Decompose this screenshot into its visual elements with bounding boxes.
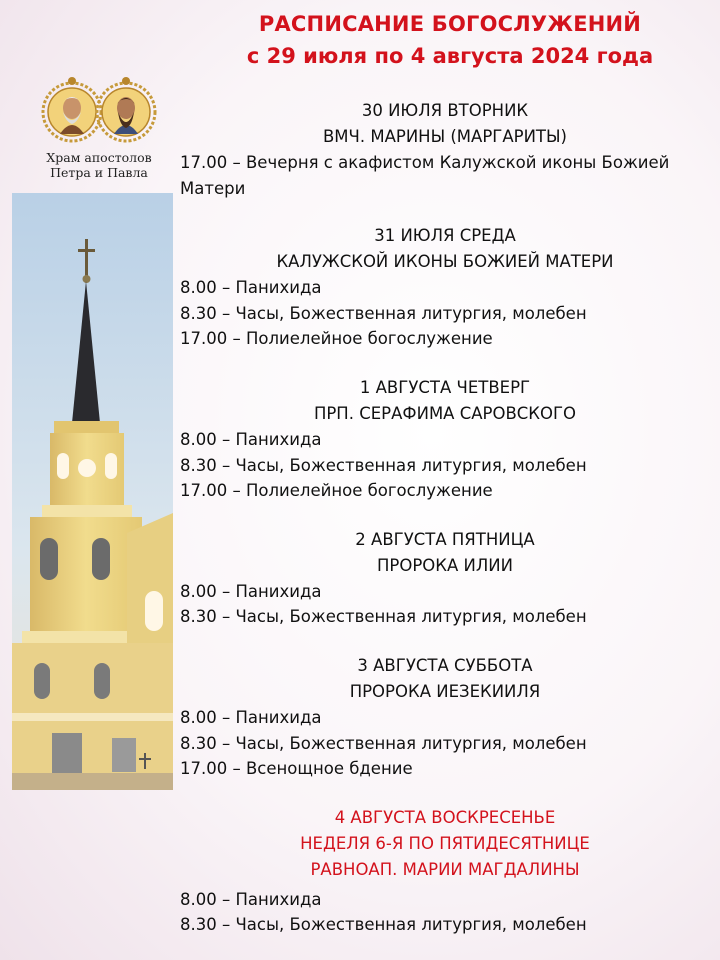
church-name: Храм апостолов Петра и Павла: [46, 150, 152, 180]
day-block: [180, 653, 710, 782]
service-item: 17.00 – Всенощное бдение: [180, 759, 413, 779]
day-heading: [180, 375, 710, 427]
church-bell-tower-photo: [12, 193, 173, 790]
day-block: [180, 527, 710, 630]
day-feast: ПРП. СЕРАФИМА САРОВСКОГО: [313, 403, 577, 423]
day-heading: [180, 98, 710, 150]
day-heading: [180, 223, 710, 275]
day-feast: ВМЧ. МАРИНЫ (МАРГАРИТЫ): [322, 127, 567, 146]
day-block: [180, 375, 710, 504]
service-item: 8.00 – Панихида: [180, 429, 322, 449]
day-heading: [180, 527, 710, 579]
day-heading: [180, 805, 710, 883]
bell-tower-icon: [12, 193, 173, 790]
day-block-sunday: [180, 805, 710, 938]
day-block: [180, 223, 710, 352]
schedule-title: РАСПИСАНИЕ БОГОСЛУЖЕНИЙ: [258, 12, 642, 36]
service-schedule: [180, 98, 710, 938]
service-item: 8.00 – Панихида: [180, 889, 322, 909]
service-item: 17.00 – Полиелейное богослужение: [180, 481, 493, 501]
service-item: 8.30 – Часы, Божественная литургия, молебен: [180, 455, 587, 475]
day-feast: НЕДЕЛЯ 6-Я ПО ПЯТИДЕСЯТНИЦЕ: [300, 833, 590, 853]
day-date: 30 ИЮЛЯ ВТОРНИК: [361, 101, 529, 120]
service-item: 8.00 – Панихида: [180, 278, 322, 298]
day-block: [180, 98, 710, 201]
service-item: 8.00 – Панихида: [180, 707, 322, 727]
service-item: 8.30 – Часы, Божественная литургия, молебен: [180, 733, 587, 753]
day-feast: КАЛУЖСКОЙ ИКОНЫ БОЖИЕЙ МАТЕРИ: [276, 252, 614, 272]
day-date: 1 АВГУСТА ЧЕТВЕРГ: [359, 377, 531, 397]
day-date: 3 АВГУСТА СУББОТА: [357, 655, 533, 675]
service-item: 8.30 – Часы, Божественная литургия, молебен: [180, 303, 587, 323]
church-logo: [34, 72, 164, 182]
day-heading: [180, 653, 710, 705]
service-item: 17.00 – Полиелейное богослужение: [180, 329, 493, 349]
apostles-emblem-icon: [34, 72, 164, 152]
service-item: 17.00 – Вечерня с акафистом Калужской иконы Божией Матери: [180, 153, 670, 198]
day-feast: ПРОРОКА ИЛИИ: [377, 555, 513, 575]
day-date: 31 ИЮЛЯ СРЕДА: [374, 226, 516, 246]
day-date: 4 АВГУСТА ВОСКРЕСЕНЬЕ: [334, 807, 556, 827]
schedule-date-range: с 29 июля по 4 августа 2024 года: [246, 44, 654, 68]
service-item: 8.30 – Часы, Божественная литургия, молебен: [180, 915, 587, 935]
day-feast: ПРОРОКА ИЕЗЕКИИЛЯ: [349, 681, 541, 701]
day-feast-secondary: РАВНОАП. МАРИИ МАГДАЛИНЫ: [310, 859, 580, 879]
day-date: 2 АВГУСТА ПЯТНИЦА: [355, 529, 535, 549]
service-item: 8.30 – Часы, Божественная литургия, молебен: [180, 607, 587, 627]
service-item: 8.00 – Панихида: [180, 581, 322, 601]
